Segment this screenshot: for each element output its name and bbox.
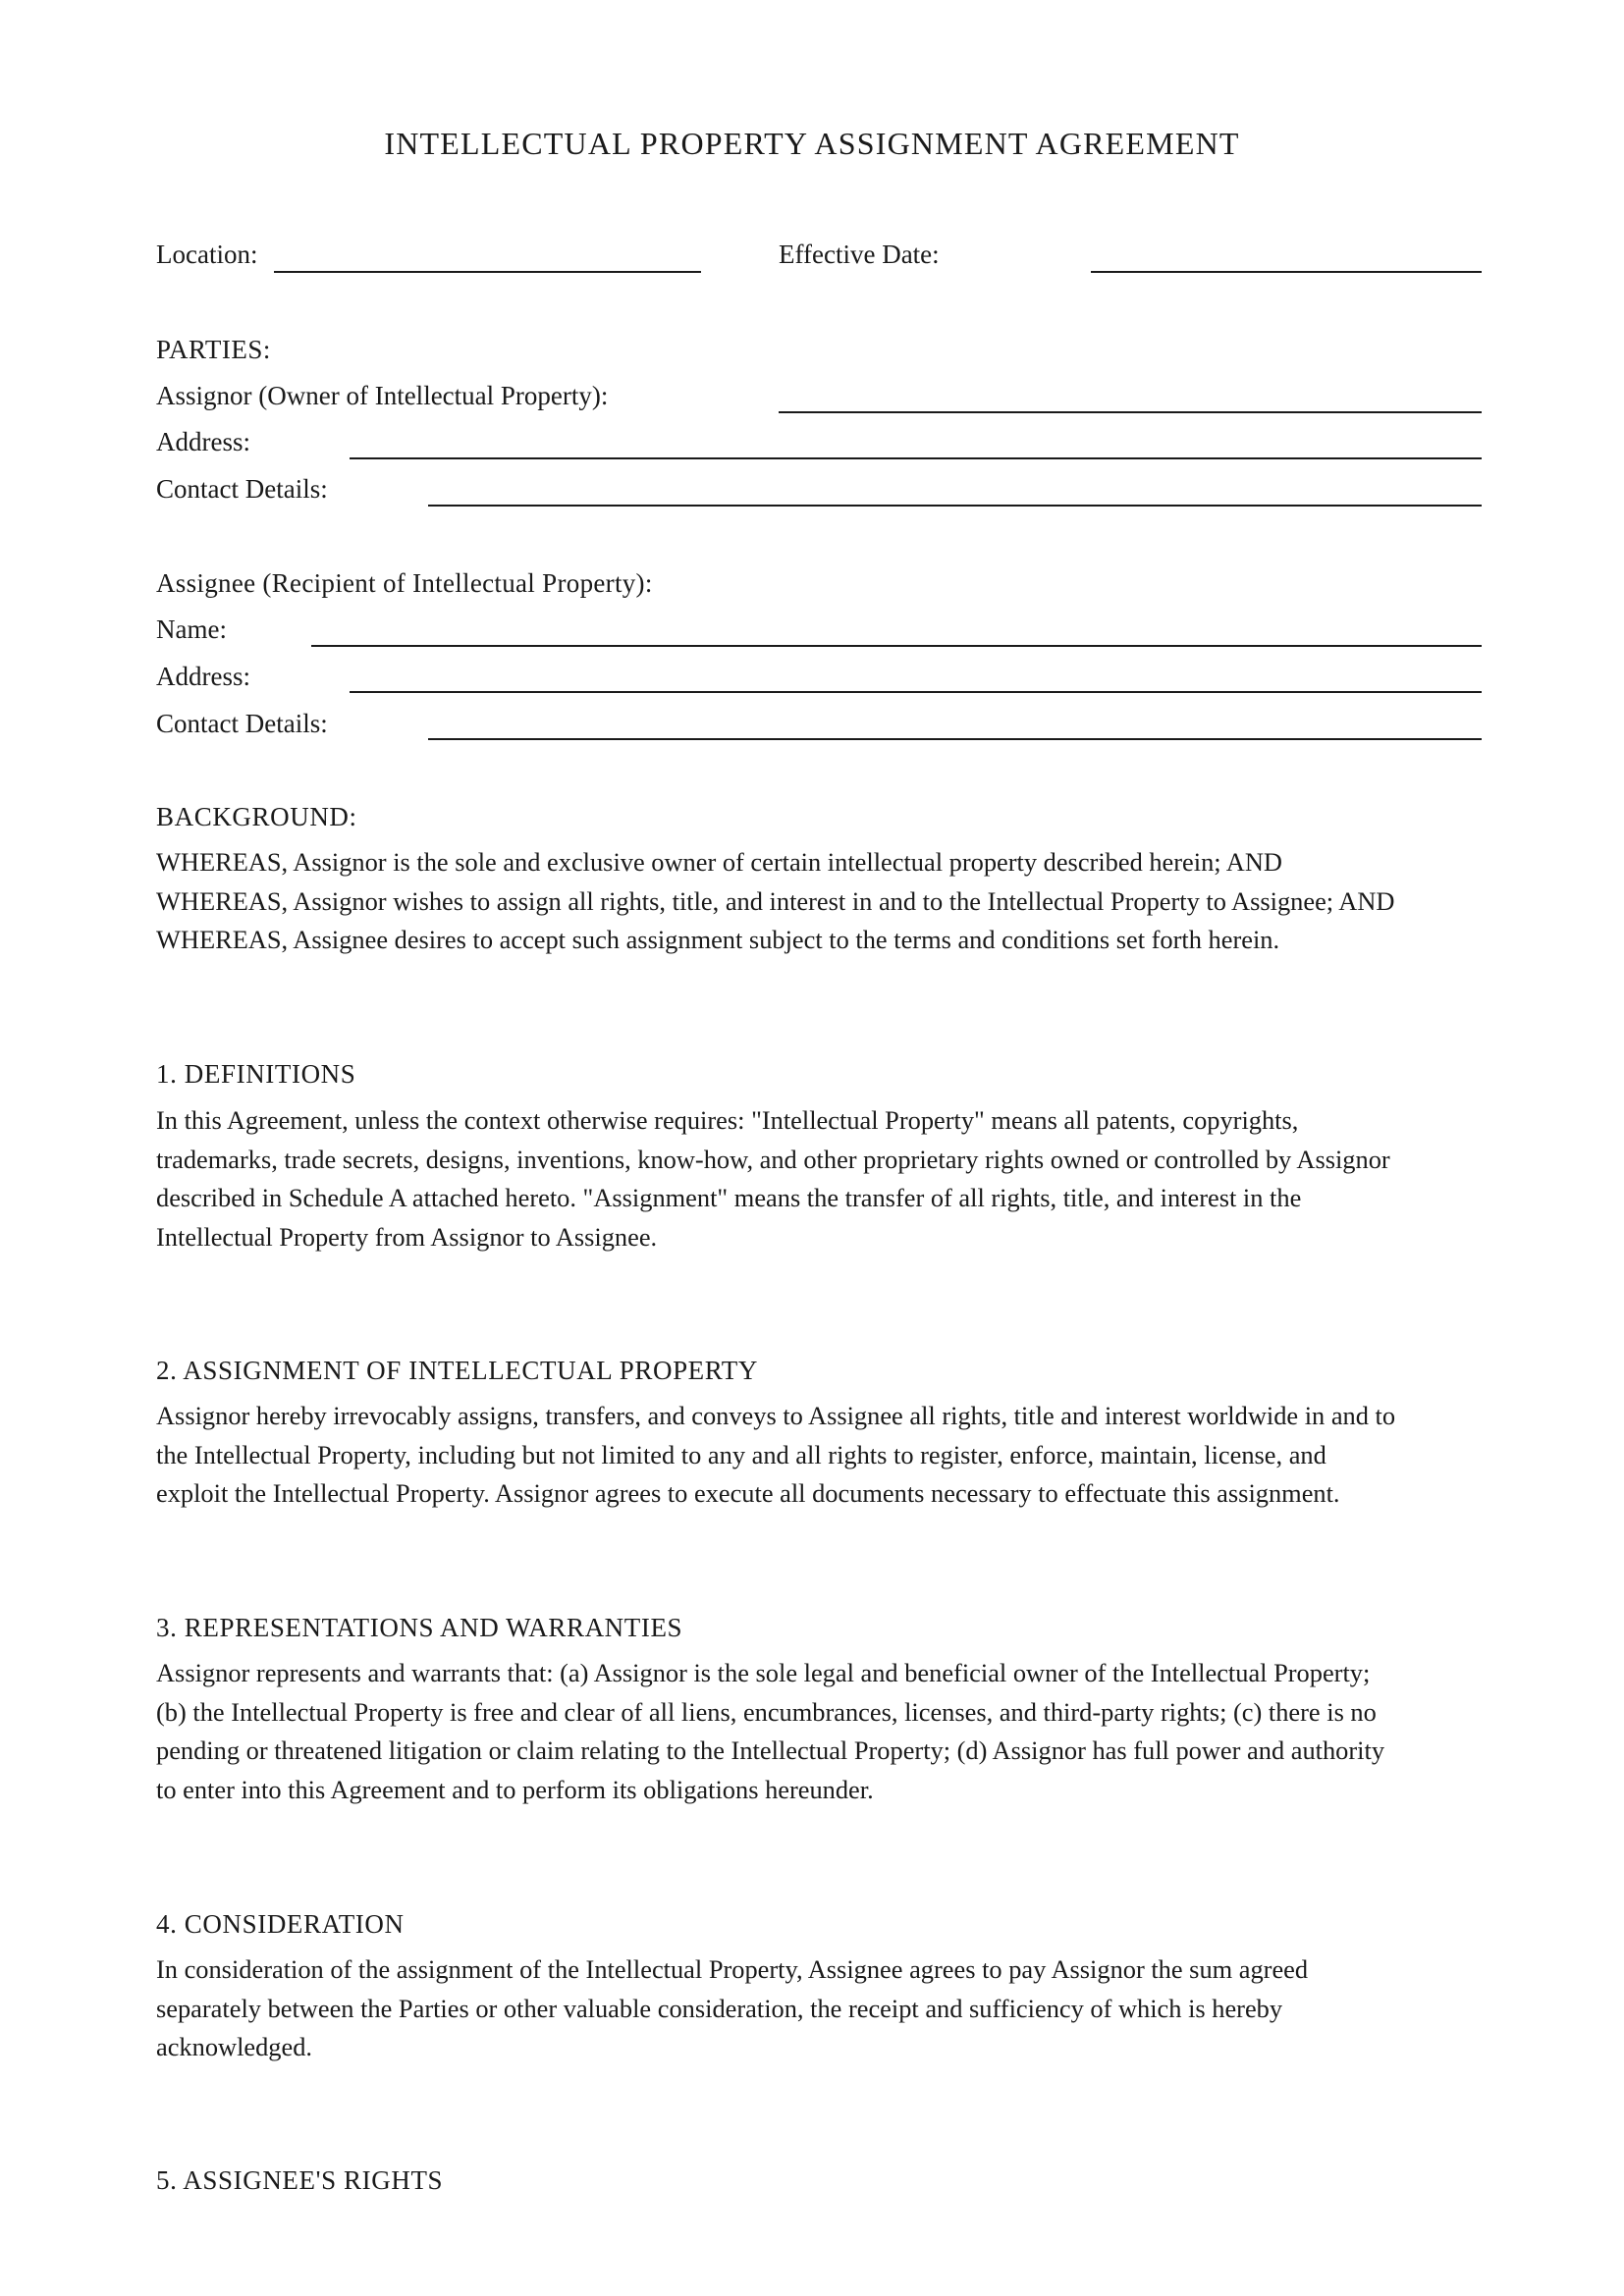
effective-date-label: Effective Date: [779, 240, 940, 269]
section-line: exploit the Intellectual Property. Assignor agrees to execute all documents necessary to effectuate this assignment. [156, 1478, 1340, 1508]
parties-heading: PARTIES: [156, 335, 271, 364]
assignee-contact-label: Contact Details: [156, 709, 328, 738]
background-line: WHEREAS, Assignee desires to accept such assignment subject to the terms and conditions set forth herein. [156, 925, 1280, 954]
section-line: described in Schedule A attached hereto. "Assignment" means the transfer of all rights, title, and interest in the [156, 1183, 1302, 1212]
section-4-paragraph [156, 1950, 1491, 2067]
assignor-address-field-line[interactable] [350, 457, 1482, 459]
section-line: Intellectual Property from Assignor to Assignee. [156, 1221, 658, 1252]
assignor-address-label: Address: [156, 427, 250, 456]
assignee-name-label: Name: [156, 614, 227, 644]
location-field-line[interactable] [274, 271, 701, 273]
section-2-heading: 2. ASSIGNMENT OF INTELLECTUAL PROPERTY [156, 1356, 758, 1385]
section-1-heading: 1. DEFINITIONS [156, 1059, 356, 1089]
section-4-heading: 4. CONSIDERATION [156, 1909, 405, 1939]
assignee-contact-field-line[interactable] [428, 738, 1482, 740]
background-line: WHEREAS, Assignor wishes to assign all rights, title, and interest in and to the Intellectual Property to Assignee; AND [156, 885, 1395, 916]
background-paragraph [156, 843, 1491, 960]
section-2-paragraph [156, 1397, 1491, 1514]
section-line: trademarks, trade secrets, designs, inventions, know-how, and other proprietary rights owned or controlled by Assignor [156, 1144, 1390, 1174]
section-3-heading: 3. REPRESENTATIONS AND WARRANTIES [156, 1613, 683, 1642]
section-line: the Intellectual Property, including but not limited to any and all rights to register, enforce, maintain, license, and [156, 1439, 1326, 1469]
assignor-contact-label: Contact Details: [156, 474, 328, 504]
effective-date-field-line[interactable] [1091, 271, 1482, 273]
assignor-contact-field-line[interactable] [428, 505, 1482, 507]
background-heading: BACKGROUND: [156, 802, 357, 831]
assignee-name-field-line[interactable] [311, 645, 1482, 647]
assignee-address-label: Address: [156, 662, 250, 691]
assignor-label: Assignor (Owner of Intellectual Property): [156, 381, 609, 410]
assignee-address-field-line[interactable] [350, 691, 1482, 693]
section-1-paragraph [156, 1101, 1491, 1256]
location-label: Location: [156, 240, 258, 269]
document-title: INTELLECTUAL PROPERTY ASSIGNMENT AGREEMENT [384, 126, 1240, 161]
section-line: In consideration of the assignment of the Intellectual Property, Assignee agrees to pay Assignor the sum agreed [156, 1954, 1309, 1984]
assignee-label: Assignee (Recipient of Intellectual Property): [156, 568, 653, 598]
section-5-heading: 5. ASSIGNEE'S RIGHTS [156, 2165, 444, 2195]
section-line: Assignor represents and warrants that: (a) Assignor is the sole legal and beneficial owner of the Intellectual Property; [156, 1658, 1371, 1687]
section-line: pending or threatened litigation or claim relating to the Intellectual Property; (d) Assignor has full power and authority [156, 1735, 1385, 1765]
section-line: Assignor hereby irrevocably assigns, transfers, and conveys to Assignee all rights, title and interest worldwide in and to [156, 1401, 1396, 1430]
section-3-paragraph [156, 1654, 1491, 1809]
section-line: In this Agreement, unless the context otherwise requires: "Intellectual Property" means all patents, copyrights, [156, 1105, 1299, 1135]
section-line: to enter into this Agreement and to perform its obligations hereunder. [156, 1774, 874, 1804]
section-line: separately between the Parties or other valuable consideration, the receipt and sufficiency of which is hereby [156, 1993, 1283, 2023]
section-line: (b) the Intellectual Property is free and clear of all liens, encumbrances, licenses, and third-party rights; (c) there is no [156, 1696, 1377, 1727]
section-line: acknowledged. [156, 2032, 313, 2061]
assignor-field-line[interactable] [779, 411, 1482, 413]
background-line: WHEREAS, Assignor is the sole and exclusive owner of certain intellectual property described herein; AND [156, 847, 1282, 877]
